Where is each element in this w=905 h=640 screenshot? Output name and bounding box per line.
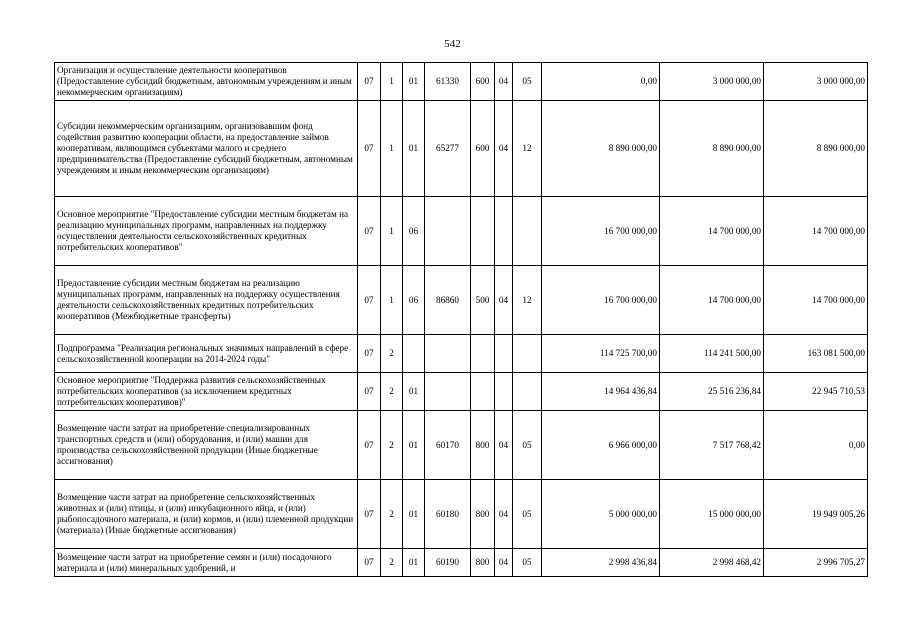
amount-2-cell: 14 700 000,00: [660, 197, 764, 266]
code-col-2-cell: 2: [381, 373, 403, 411]
code-col-6-cell: [495, 335, 513, 373]
amount-2-cell: 2 998 468,42: [660, 549, 764, 577]
code-col-2-cell: 1: [381, 266, 403, 335]
amount-3-cell: 8 890 000,00: [764, 101, 868, 197]
row-name-cell: Возмещение части затрат на приобретение семян и (или) посадочного материала и (или) минеральных удобрений, и: [55, 549, 358, 577]
amount-1-cell: 0,00: [542, 63, 660, 101]
code-col-1-cell: 07: [358, 63, 381, 101]
amount-3-cell: 14 700 000,00: [764, 266, 868, 335]
code-col-4-cell: 61330: [425, 63, 471, 101]
table-row: [55, 266, 868, 335]
code-col-2-cell: 2: [381, 411, 403, 480]
code-col-6-cell: 04: [495, 101, 513, 197]
code-col-4-cell: 60170: [425, 411, 471, 480]
code-col-2-cell: 2: [381, 335, 403, 373]
code-col-7-cell: 05: [513, 63, 542, 101]
table-row: [55, 197, 868, 266]
code-col-7-cell: [513, 197, 542, 266]
code-col-5-cell: [471, 373, 495, 411]
code-col-2-cell: 1: [381, 197, 403, 266]
amount-1-cell: 2 998 436,84: [542, 549, 660, 577]
row-name-cell: Организация и осуществление деятельности кооперативов (Предоставление субсидий бюджетным, автономным учреждениям и иным некоммерческим организациям): [55, 63, 358, 101]
code-col-5-cell: 500: [471, 266, 495, 335]
code-col-1-cell: 07: [358, 101, 381, 197]
code-col-3-cell: [403, 335, 425, 373]
code-col-3-cell: 01: [403, 480, 425, 549]
row-name-cell: Подпрограмма "Реализация региональных значимых направлений в сфере сельскохозяйственной кооперации на 2014-2024 годы": [55, 335, 358, 373]
table-row: [55, 63, 868, 101]
code-col-6-cell: [495, 197, 513, 266]
amount-3-cell: 163 081 500,00: [764, 335, 868, 373]
row-name-cell: Основное мероприятие "Предоставление субсидии местным бюджетам на реализацию муниципальных программ, направленных на поддержку осуществления деятельности сельскохозяйственных кредитных потребительских кооперативов": [55, 197, 358, 266]
code-col-1-cell: 07: [358, 549, 381, 577]
code-col-7-cell: 12: [513, 101, 542, 197]
code-col-5-cell: 800: [471, 549, 495, 577]
code-col-1-cell: 07: [358, 373, 381, 411]
amount-1-cell: 6 966 000,00: [542, 411, 660, 480]
code-col-2-cell: 2: [381, 549, 403, 577]
code-col-5-cell: 800: [471, 411, 495, 480]
table-row: [55, 411, 868, 480]
code-col-7-cell: 05: [513, 549, 542, 577]
code-col-7-cell: 05: [513, 411, 542, 480]
code-col-3-cell: 01: [403, 63, 425, 101]
row-name-cell: Субсидии некоммерческим организациям, организовавшим фонд содействия развитию кооперации области, на предоставление займов кооперативам, являющимся субъектами малого и среднего предпринимательства (Предоставление субсидий бюджетным, автономным учреждениям и иным некоммерческим организациям): [55, 101, 358, 197]
amount-3-cell: 3 000 000,00: [764, 63, 868, 101]
amount-1-cell: 8 890 000,00: [542, 101, 660, 197]
code-col-5-cell: 600: [471, 63, 495, 101]
code-col-4-cell: 60190: [425, 549, 471, 577]
code-col-7-cell: [513, 373, 542, 411]
amount-1-cell: 14 964 436,84: [542, 373, 660, 411]
code-col-6-cell: 04: [495, 266, 513, 335]
amount-3-cell: 0,00: [764, 411, 868, 480]
budget-table: [54, 62, 868, 577]
code-col-3-cell: 06: [403, 197, 425, 266]
code-col-4-cell: 60180: [425, 480, 471, 549]
code-col-3-cell: 01: [403, 411, 425, 480]
code-col-7-cell: 05: [513, 480, 542, 549]
amount-1-cell: 5 000 000,00: [542, 480, 660, 549]
code-col-4-cell: [425, 373, 471, 411]
code-col-1-cell: 07: [358, 197, 381, 266]
code-col-4-cell: [425, 335, 471, 373]
amount-2-cell: 8 890 000,00: [660, 101, 764, 197]
code-col-3-cell: 06: [403, 266, 425, 335]
page-number: 542: [444, 38, 461, 50]
code-col-5-cell: [471, 335, 495, 373]
amount-2-cell: 14 700 000,00: [660, 266, 764, 335]
code-col-6-cell: 04: [495, 480, 513, 549]
code-col-1-cell: 07: [358, 480, 381, 549]
code-col-4-cell: 65277: [425, 101, 471, 197]
table-row: [55, 101, 868, 197]
code-col-7-cell: 12: [513, 266, 542, 335]
amount-3-cell: 14 700 000,00: [764, 197, 868, 266]
amount-3-cell: 2 996 705,27: [764, 549, 868, 577]
code-col-1-cell: 07: [358, 335, 381, 373]
code-col-4-cell: 86860: [425, 266, 471, 335]
table-row: [55, 373, 868, 411]
code-col-1-cell: 07: [358, 266, 381, 335]
amount-2-cell: 7 517 768,42: [660, 411, 764, 480]
code-col-3-cell: 01: [403, 101, 425, 197]
code-col-5-cell: [471, 197, 495, 266]
amount-2-cell: 3 000 000,00: [660, 63, 764, 101]
code-col-3-cell: 01: [403, 549, 425, 577]
row-name-cell: Возмещение части затрат на приобретение специализированных транспортных средств и (или) оборудования, и (или) машин для производства сельскохозяйственной продукции (Иные бюджетные ассигнования): [55, 411, 358, 480]
code-col-1-cell: 07: [358, 411, 381, 480]
code-col-3-cell: 01: [403, 373, 425, 411]
code-col-5-cell: 800: [471, 480, 495, 549]
code-col-6-cell: [495, 373, 513, 411]
row-name-cell: Основное мероприятие "Поддержка развития сельскохозяйственных потребительских кооперативов (за исключением кредитных потребительских кооперативов)": [55, 373, 358, 411]
code-col-7-cell: [513, 335, 542, 373]
code-col-2-cell: 2: [381, 480, 403, 549]
code-col-2-cell: 1: [381, 101, 403, 197]
amount-3-cell: 22 945 710,53: [764, 373, 868, 411]
code-col-2-cell: 1: [381, 63, 403, 101]
table-row: [55, 335, 868, 373]
code-col-6-cell: 04: [495, 63, 513, 101]
amount-2-cell: 25 516 236,84: [660, 373, 764, 411]
code-col-5-cell: 600: [471, 101, 495, 197]
code-col-4-cell: [425, 197, 471, 266]
row-name-cell: Предоставление субсидии местным бюджетам на реализацию муниципальных программ, направленных на поддержку осуществления деятельности сельскохозяйственных кредитных потребительских кооперативов (Межбюджетные трансферты): [55, 266, 358, 335]
amount-1-cell: 16 700 000,00: [542, 266, 660, 335]
code-col-6-cell: 04: [495, 411, 513, 480]
code-col-6-cell: 04: [495, 549, 513, 577]
amount-3-cell: 19 949 005,26: [764, 480, 868, 549]
row-name-cell: Возмещение части затрат на приобретение сельскохозяйственных животных и (или) птицы, и (или) инкубационного яйца, и (или) рыбопосадочного материала, и (или) кормов, и (или) племенной продукции (материала) (Иные бюджетные ассигнования): [55, 480, 358, 549]
amount-2-cell: 114 241 500,00: [660, 335, 764, 373]
amount-1-cell: 16 700 000,00: [542, 197, 660, 266]
amount-1-cell: 114 725 700,00: [542, 335, 660, 373]
amount-2-cell: 15 000 000,00: [660, 480, 764, 549]
table-row: [55, 549, 868, 577]
table-row: [55, 480, 868, 549]
